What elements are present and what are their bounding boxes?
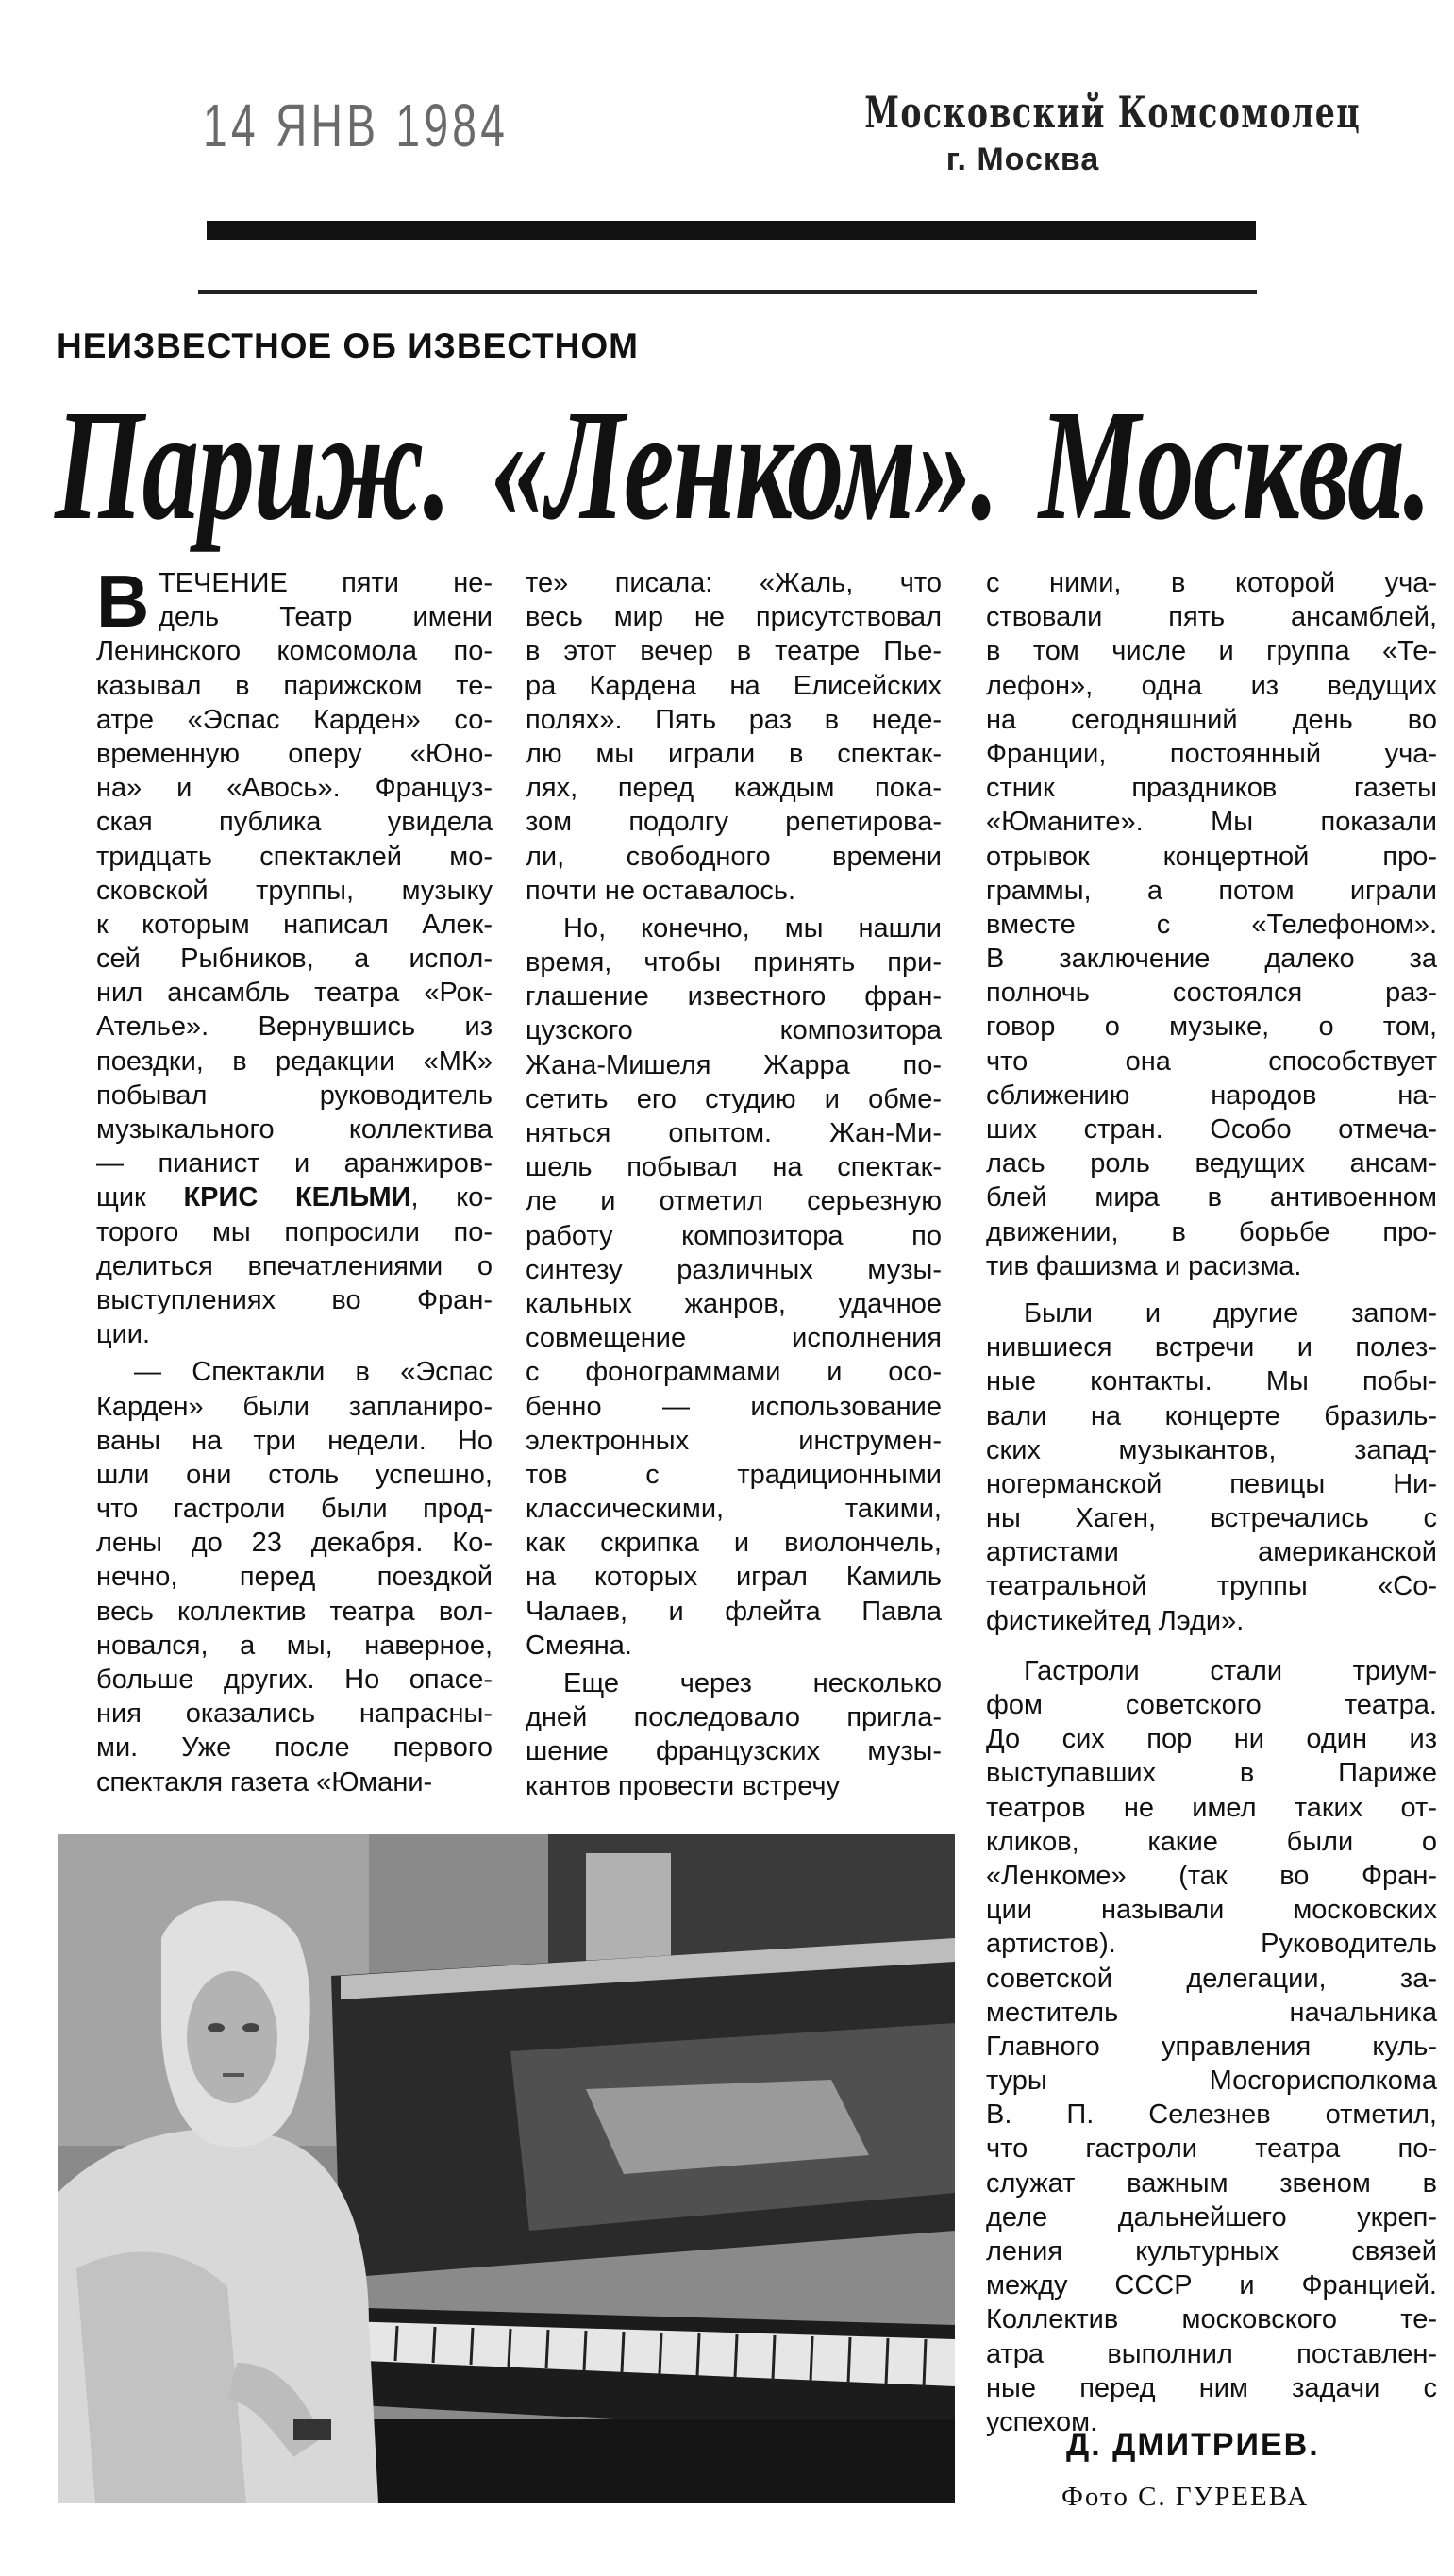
text-line: Гастроли стали триум-: [1024, 1655, 1437, 1686]
text-line: вместе с «Телефоном».: [986, 909, 1437, 940]
text-line: служат важным звеном в: [986, 2167, 1437, 2199]
text-line: сближению народов на-: [986, 1079, 1437, 1111]
text-line: ли, свободного времени: [526, 841, 942, 872]
article-column-1: [96, 560, 493, 1799]
text-line: говор о музыке, о том,: [986, 1012, 1437, 1043]
paragraph: [526, 566, 942, 908]
text-line: движении, в борьбе про-: [986, 1216, 1437, 1247]
text-line: ные контакты. Мы побы-: [986, 1366, 1437, 1397]
text-line: В. П. Селезнев отметил,: [986, 2099, 1437, 2131]
text-line: ния оказались напрасны-: [96, 1698, 493, 1730]
text-line: Но, конечно, мы нашли: [563, 912, 942, 944]
paragraph: [986, 1654, 1437, 2439]
text-line: атра выполнил поставлен-: [986, 2338, 1437, 2369]
title-part: «Ленком».: [491, 377, 998, 553]
text-line: кантов провести встречу: [526, 1770, 840, 1801]
newspaper-name: Московский Комсомолец: [864, 87, 1362, 138]
text-line: временную оперу «Юно-: [96, 738, 493, 769]
text-line: лях, перед каждым пока-: [526, 773, 942, 804]
text-line: шель побывал на спектак-: [526, 1152, 942, 1183]
text-line: зом подолгу репетирова-: [526, 807, 942, 838]
text-line: синтезу различных музы-: [526, 1254, 942, 1285]
text-line: побывал руководитель: [96, 1079, 493, 1111]
article-photo: [58, 1834, 955, 2503]
newspaper-masthead: [768, 87, 1362, 178]
text-line: советской делегации, за-: [986, 1963, 1437, 1994]
text-line: кликов, какие были о: [986, 1826, 1437, 1857]
text-line: блей мира в антивоенном: [986, 1182, 1437, 1213]
text-line: ТЕЧЕНИЕ пяти не-: [159, 568, 493, 598]
text-line: атре «Эспас Карден» со-: [96, 704, 493, 735]
text-line: казывал в парижском те-: [96, 670, 493, 701]
text-line: фистикейтед Лэди».: [986, 1605, 1245, 1636]
text-line: дней последовало пригла-: [526, 1702, 942, 1733]
article-title: [55, 376, 1430, 555]
text-line: что гастроли были прод-: [96, 1494, 493, 1525]
interviewee-name: КРИС КЕЛЬМИ: [183, 1182, 411, 1213]
text-line: ших стран. Особо отмеча-: [986, 1114, 1437, 1145]
text-line: «Юманите». Мы показали: [986, 807, 1437, 838]
text-segment: , ко-: [410, 1182, 493, 1213]
text-line: Ленинского комсомола по-: [96, 636, 493, 667]
text-line: ции называли московских: [986, 1895, 1437, 1926]
text-line: торого мы попросили по-: [96, 1216, 493, 1247]
text-line: работу композитора по: [526, 1220, 942, 1251]
text-line: между СССР и Францией.: [986, 2270, 1437, 2301]
text-line: артистов). Руководитель: [986, 1929, 1437, 1960]
text-segment: щик: [96, 1182, 184, 1213]
text-line: музыкального коллектива: [96, 1114, 493, 1145]
photo-credit: Фото С. ГУРЕЕВА: [1061, 2482, 1310, 2512]
text-line: с фонограммами и осо-: [526, 1357, 942, 1388]
text-line: новался, а мы, наверное,: [96, 1630, 493, 1661]
text-line: деле дальнейшего укреп-: [986, 2201, 1437, 2233]
text-line: время, чтобы принять при-: [526, 947, 942, 979]
text-line: в этот вечер в театре Пье-: [526, 636, 942, 667]
text-line: отрывок концертной про-: [986, 841, 1437, 872]
paragraph: [96, 1355, 493, 1798]
text-line: как скрипка и виолончель,: [526, 1528, 942, 1559]
text-line: тридцать спектаклей мо-: [96, 841, 493, 872]
text-line: весь коллектив театра вол-: [96, 1596, 493, 1627]
text-line: лефон», одна из ведущих: [986, 670, 1437, 701]
text-line: нившиеся встречи и полез-: [986, 1332, 1437, 1363]
text-line: сей Рыбников, а испол-: [96, 944, 493, 975]
text-line: Ателье». Вернувшись из: [96, 1012, 493, 1043]
article-column-2: [526, 566, 942, 1803]
text-line: лены до 23 декабря. Ко-: [96, 1528, 493, 1559]
text-line: артистами американской: [986, 1537, 1437, 1568]
text-line: к которым написал Алек-: [96, 909, 493, 940]
text-line: выступавших в Париже: [986, 1758, 1437, 1789]
text-line: ская публика увидела: [96, 807, 493, 838]
text-line: Чалаев, и флейта Павла: [526, 1596, 942, 1627]
text-line: совмещение исполнения: [526, 1323, 942, 1354]
text-line: — Спектакли в «Эспас: [134, 1357, 493, 1388]
text-line: вали на концерте бразиль-: [986, 1400, 1437, 1431]
text-line: спектакля газета «Юмани-: [96, 1766, 433, 1798]
text-line: туры Мосгорисполкома: [986, 2066, 1437, 2097]
text-line: глашение известного фран-: [526, 981, 942, 1012]
text-line: фом советского театра.: [986, 1690, 1437, 1720]
article-rubric: НЕИЗВЕСТНОЕ ОБ ИЗВЕСТНОМ: [57, 326, 639, 365]
text-line: успехом.: [986, 2406, 1098, 2437]
text-line: лась роль ведущих ансам-: [986, 1148, 1437, 1179]
paragraph: [526, 912, 942, 1663]
text-line: няться опытом. Жан-Ми-: [526, 1118, 942, 1148]
text-line: нечно, перед поездкой: [96, 1562, 493, 1593]
text-line: ваны на три недели. Но: [96, 1425, 493, 1456]
text-line: До сих пор ни один из: [986, 1724, 1437, 1755]
text-line: Жана-Мишеля Жарра по-: [526, 1049, 942, 1080]
text-line: что она способствует: [986, 1045, 1437, 1077]
text-line: больше других. Но опасе-: [96, 1664, 493, 1695]
text-line: почти не оставалось.: [526, 875, 796, 906]
text-line: делиться впечатлениями о: [96, 1250, 493, 1281]
header-rule-thin: [198, 290, 1257, 294]
text-line: [96, 1180, 493, 1214]
article-author: Д. ДМИТРИЕВ.: [1066, 2427, 1320, 2463]
paragraph: [986, 566, 1437, 1283]
text-line: на сегодняшний день во: [986, 704, 1437, 735]
text-line: полночь состоялся раз-: [986, 978, 1437, 1009]
text-line: В заключение далеко за: [986, 944, 1437, 975]
text-line: Франции, постоянный уча-: [986, 738, 1437, 769]
text-line: шли они столь успешно,: [96, 1459, 493, 1490]
text-line: граммы, а потом играли: [986, 875, 1437, 906]
text-line: что гастроли театра по-: [986, 2133, 1437, 2165]
header-rule-thick: [207, 221, 1256, 240]
text-line: кальных жанров, удачное: [526, 1288, 942, 1319]
text-line: дель Театр имени: [159, 602, 493, 633]
text-line: Были и другие запом-: [1024, 1297, 1437, 1329]
text-line: с ними, в которой уча-: [986, 568, 1437, 598]
text-line: ции.: [96, 1319, 151, 1350]
text-line: весь мир не присутствовал: [526, 602, 942, 633]
text-line: сетить его студию и обме-: [526, 1083, 942, 1114]
text-line: меститель начальника: [986, 1997, 1437, 2028]
text-line: ны Хаген, встречались с: [986, 1503, 1437, 1534]
text-line: поездки, в редакции «МК»: [96, 1045, 493, 1077]
paragraph: [96, 560, 493, 1351]
text-line: в том числе и группа «Те-: [986, 636, 1437, 667]
article-column-3: [986, 566, 1437, 2439]
text-line: — пианист и аранжиров-: [96, 1148, 493, 1179]
text-line: на» и «Авось». Француз-: [96, 773, 493, 804]
text-line: ные перед ним задачи с: [986, 2372, 1437, 2403]
text-line: те» писала: «Жаль, что: [526, 568, 942, 598]
text-line: на которых играл Камиль: [526, 1562, 942, 1593]
text-line: Главного управления куль-: [986, 2031, 1437, 2062]
text-line: Еще через несколько: [563, 1668, 942, 1698]
paragraph: [526, 1666, 942, 1803]
text-line: электронных инструмен-: [526, 1425, 942, 1456]
text-line: тов с традиционными: [526, 1459, 942, 1490]
text-line: сковской труппы, музыку: [96, 875, 493, 906]
text-line: классическими, такими,: [526, 1494, 942, 1525]
text-line: полях». Пять раз в неде-: [526, 704, 942, 735]
title-part: Париж.: [55, 377, 451, 553]
text-line: ле и отметил серьезную: [526, 1186, 942, 1217]
title-part: Москва.: [1038, 377, 1430, 553]
text-line: нил ансамбль театра «Рок-: [96, 978, 493, 1009]
text-line: цузского композитора: [526, 1015, 942, 1046]
text-line: шение французских музы-: [526, 1736, 942, 1767]
text-line: бенно — использование: [526, 1391, 942, 1422]
paragraph: [986, 1296, 1437, 1638]
text-line: театральной труппы «Со-: [986, 1571, 1437, 1602]
text-line: «Ленкоме» (так во Фран-: [986, 1860, 1437, 1891]
newspaper-city: г. Москва: [945, 142, 1100, 177]
text-line: ления культурных связей: [986, 2236, 1437, 2267]
date-stamp: 14 ЯНВ 1984: [203, 92, 510, 159]
text-line: Смеяна.: [526, 1630, 632, 1661]
text-line: стник праздников газеты: [986, 773, 1437, 804]
text-line: лю мы играли в спектак-: [526, 738, 942, 769]
text-line: ра Кардена на Елисейских: [526, 670, 942, 701]
photo-musician-at-keyboards: [58, 1834, 955, 2503]
text-line: ногерманской певицы Ни-: [986, 1468, 1437, 1499]
drop-cap: В: [96, 560, 150, 643]
text-line: Коллектив московского те-: [986, 2304, 1437, 2335]
text-line: тив фашизма и расизма.: [986, 1250, 1302, 1281]
text-line: ских музыкантов, запад-: [986, 1434, 1437, 1465]
text-line: Карден» были запланиро-: [96, 1391, 493, 1422]
text-line: ми. Уже после первого: [96, 1732, 493, 1764]
text-line: ствовали пять ансамблей,: [986, 602, 1437, 633]
text-line: выступлениях во Фран-: [96, 1284, 493, 1315]
text-line: театров не имел таких от-: [986, 1792, 1437, 1823]
